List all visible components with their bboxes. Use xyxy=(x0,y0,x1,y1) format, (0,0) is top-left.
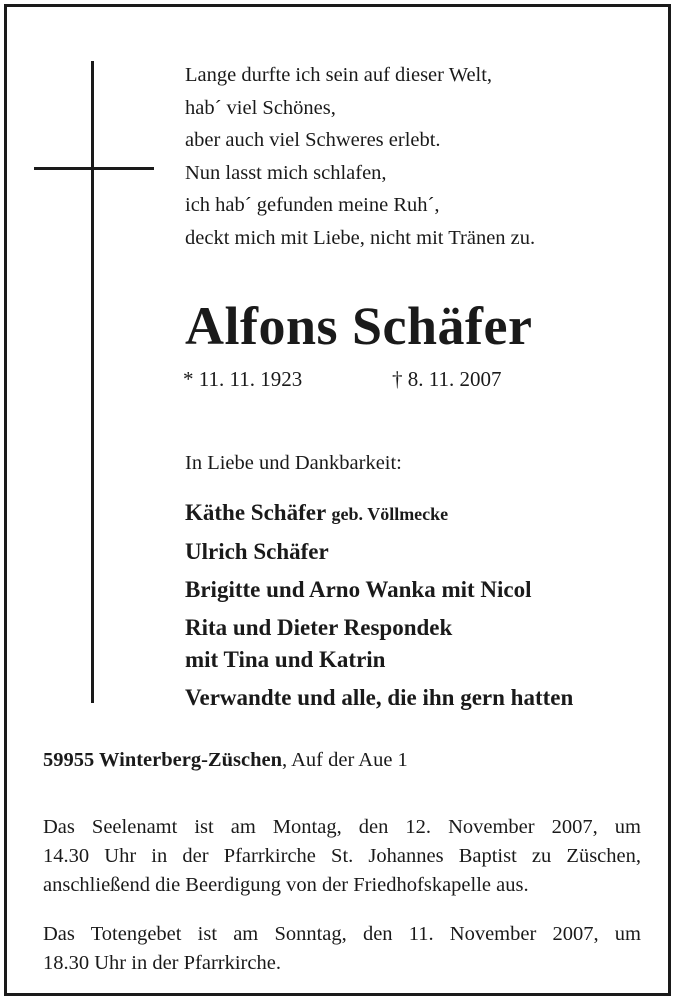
poem-line: Lange durfte ich sein auf dieser Welt, xyxy=(185,64,493,86)
address xyxy=(43,749,408,772)
mourner-name: Käthe Schäfer xyxy=(185,500,326,525)
service-paragraph xyxy=(43,813,641,900)
mourner-entry: Ulrich Schäfer xyxy=(185,539,329,564)
service-line: Das Seelenamt ist am Montag, den 12. November 2007, um xyxy=(43,816,641,838)
poem-line: aber auch viel Schweres erlebt. xyxy=(185,129,441,151)
maiden-name-note: geb. Völlmecke xyxy=(331,504,449,524)
cross-horizontal-bar xyxy=(34,167,154,170)
poem-line: ich hab´ gefunden meine Ruh´, xyxy=(185,194,440,216)
poem-line: hab´ viel Schönes, xyxy=(185,96,336,119)
prayer-line: Das Totengebet ist am Sonntag, den 11. November 2007, um xyxy=(43,923,641,945)
prayer-paragraph xyxy=(43,920,641,978)
mourner-entry: Rita und Dieter Respondek xyxy=(185,615,453,640)
address-street: , Auf der Aue 1 xyxy=(281,749,408,771)
mourner-entry xyxy=(185,497,573,530)
death-date: † 8. 11. 2007 xyxy=(392,367,502,391)
deceased-name: Alfons Schäfer xyxy=(185,296,533,356)
address-city: 59955 Winterberg-Züschen xyxy=(43,749,282,771)
prayer-line: 18.30 Uhr in der Pfarrkirche. xyxy=(43,952,281,974)
birth-date: * 11. 11. 1923 xyxy=(183,367,303,391)
poem-line: Nun lasst mich schlafen, xyxy=(185,161,387,184)
mourner-entry: Verwandte und alle, die ihn gern hatten xyxy=(185,685,574,710)
poem xyxy=(185,59,535,254)
cross-vertical-bar xyxy=(91,61,94,703)
obituary-frame xyxy=(4,4,671,996)
mourners-list xyxy=(185,497,573,714)
service-line: anschließend die Beerdigung von der Friedhofskapelle aus. xyxy=(43,874,529,896)
mourner-entry: Brigitte und Arno Wanka mit Nicol xyxy=(185,577,532,602)
poem-line: deckt mich mit Liebe, nicht mit Tränen zu. xyxy=(185,226,536,249)
mourner-entry: mit Tina und Katrin xyxy=(185,647,386,672)
mourners-intro: In Liebe und Dankbarkeit: xyxy=(185,452,402,474)
service-line: 14.30 Uhr in der Pfarrkirche St. Johannes Baptist zu Züschen, xyxy=(43,845,641,867)
